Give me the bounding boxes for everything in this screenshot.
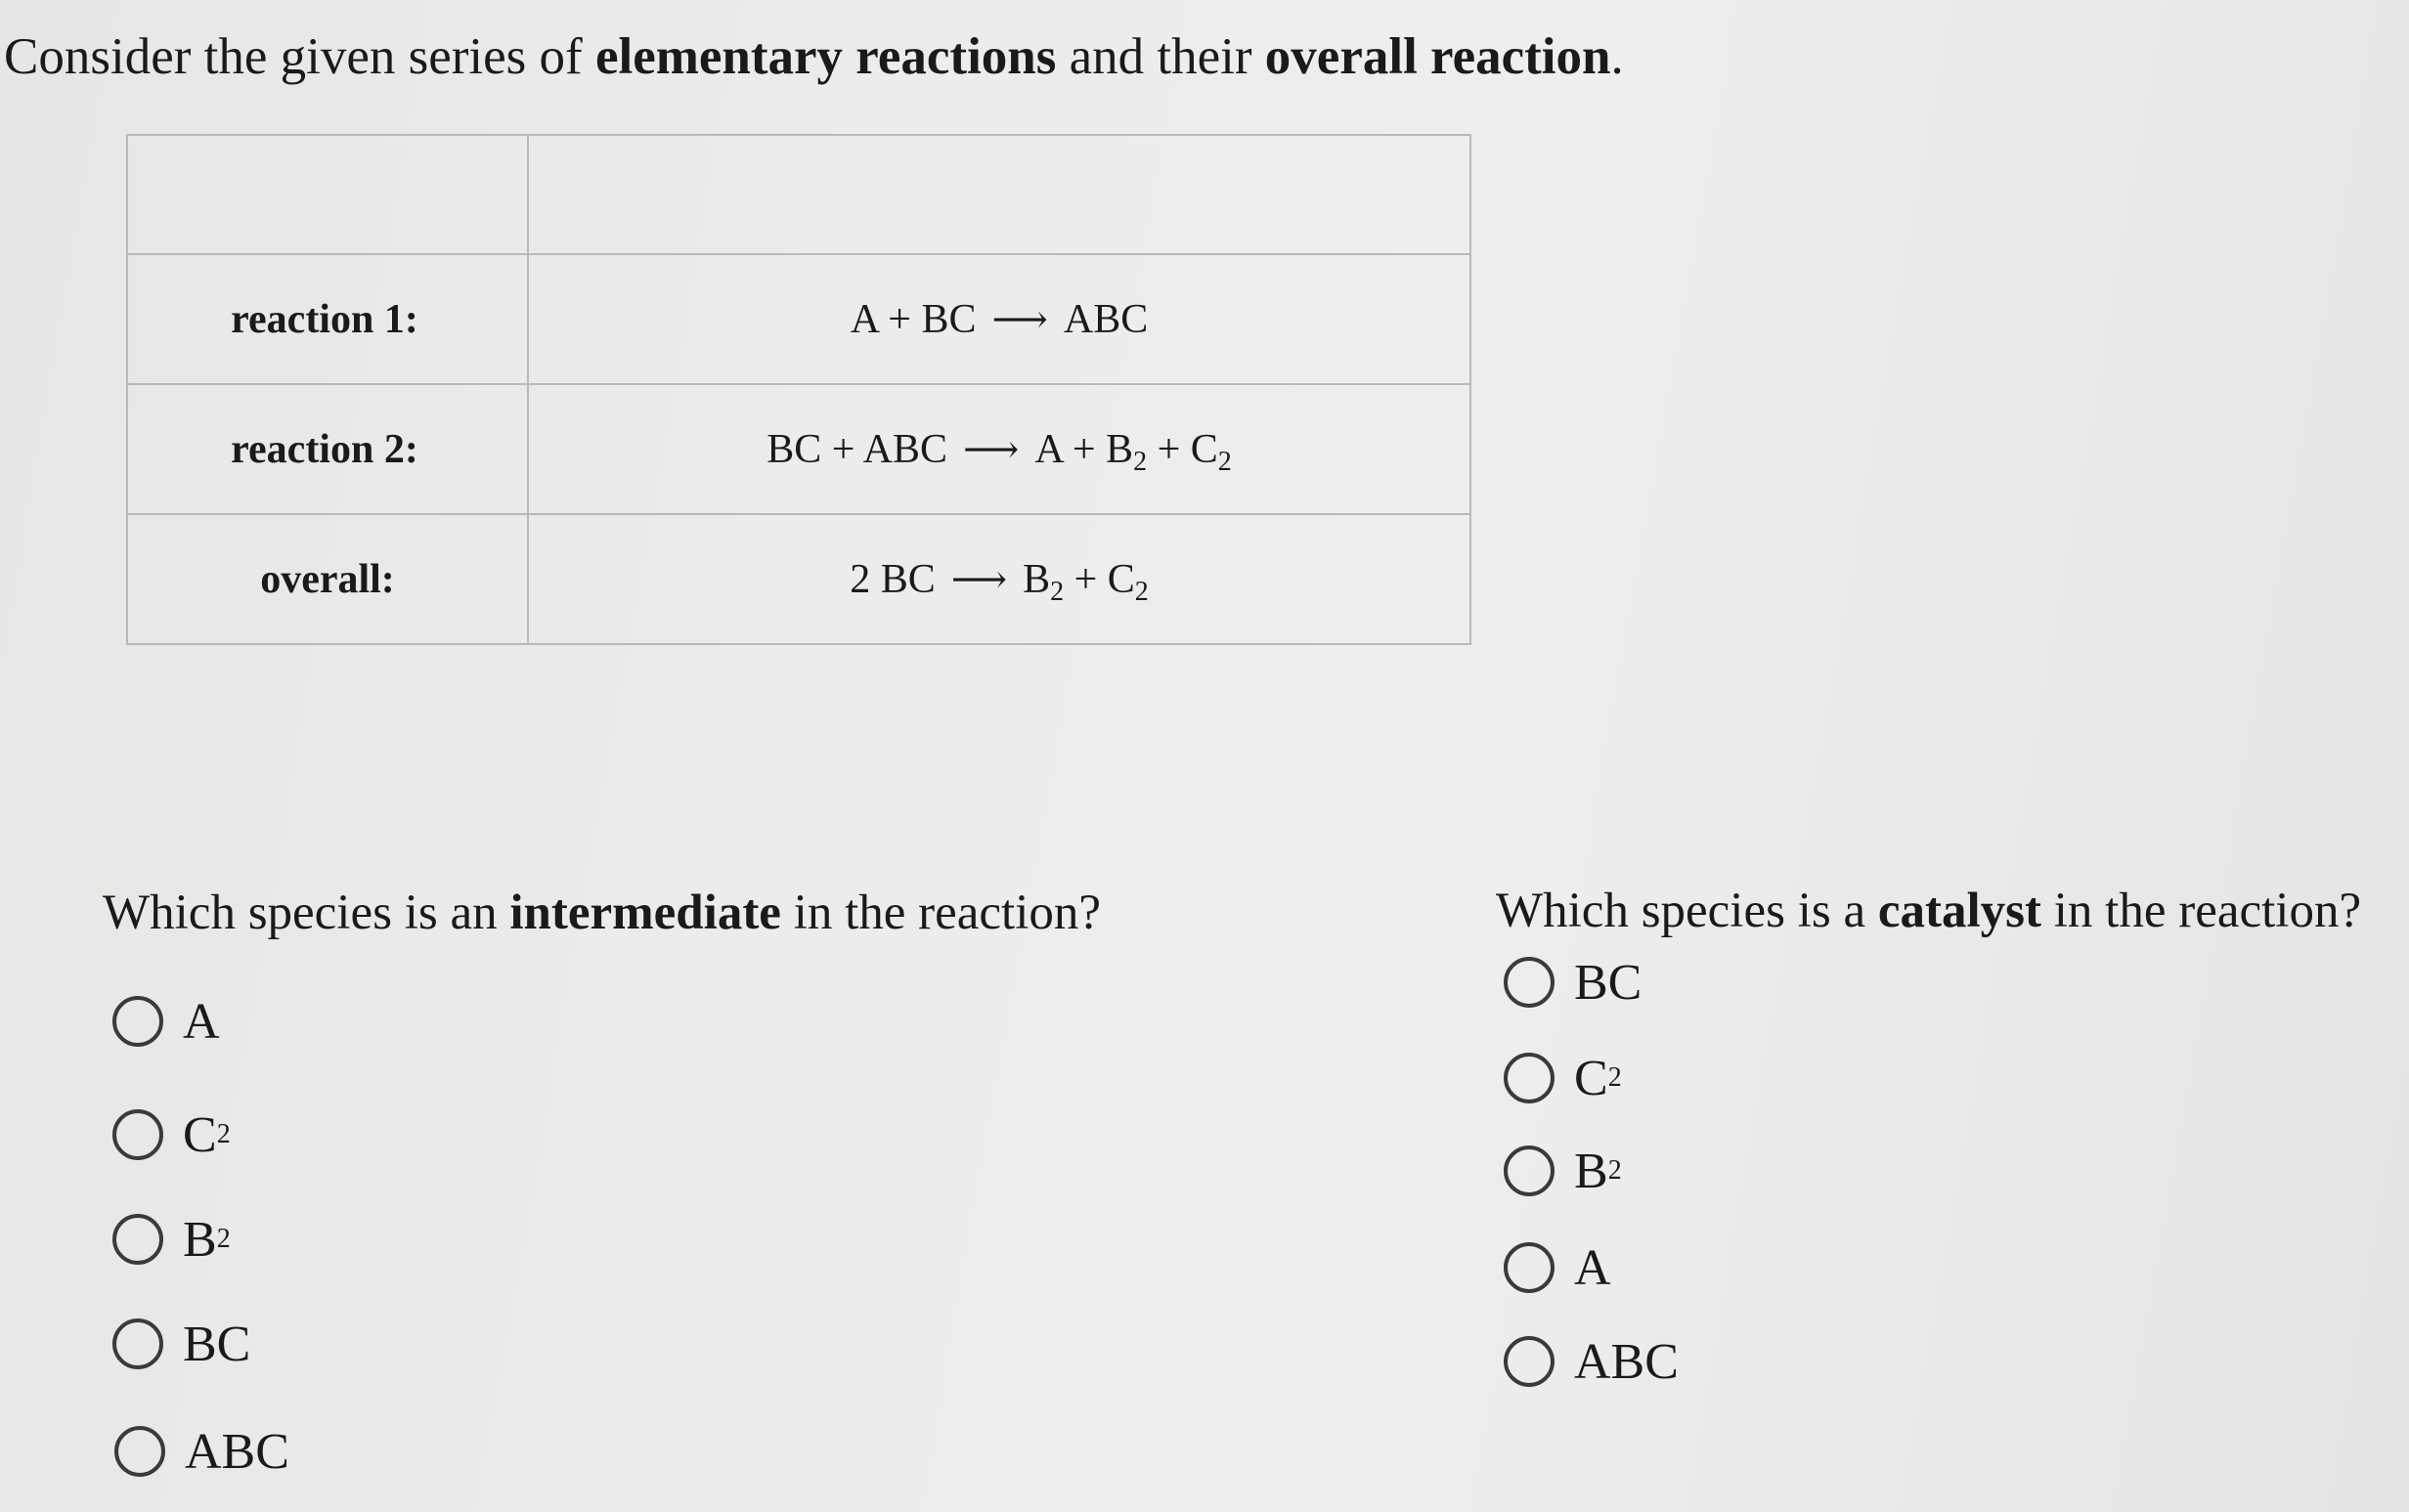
radio-button-icon[interactable] <box>1504 1336 1555 1387</box>
table-header-row <box>127 135 1470 254</box>
arrow-icon: ⟶ <box>963 426 1020 471</box>
header-cell-label <box>127 135 528 254</box>
arrow-icon: ⟶ <box>991 296 1048 341</box>
catalyst-option-c2[interactable]: C 2 <box>1504 1046 1622 1110</box>
prompt-bold-overall: overall reaction <box>1264 28 1611 85</box>
table-row-overall <box>127 514 1470 644</box>
prompt-bold-elementary: elementary reactions <box>594 28 1057 85</box>
header-cell-equation <box>528 135 1470 254</box>
intermediate-option-a[interactable]: A <box>112 989 220 1054</box>
radio-button-icon[interactable] <box>1504 957 1555 1008</box>
row-label: reaction 1: <box>127 254 528 384</box>
intermediate-question: Which species is an intermediate in the reaction? <box>103 886 1102 940</box>
reaction-equation: A + BC ⟶ ABC <box>528 254 1470 384</box>
radio-button-icon[interactable] <box>112 996 163 1047</box>
catalyst-option-a[interactable]: A <box>1504 1235 1611 1300</box>
question-prompt <box>4 27 1624 86</box>
prompt-text-1: Consider the given series of <box>4 28 595 85</box>
reactions-table <box>126 134 1471 645</box>
catalyst-option-b2[interactable]: B 2 <box>1504 1139 1622 1203</box>
catalyst-option-abc[interactable]: ABC <box>1504 1329 1679 1394</box>
radio-button-icon[interactable] <box>112 1318 163 1369</box>
table-row-reaction-1 <box>127 254 1470 384</box>
catalyst-option-bc[interactable]: BC <box>1504 950 1642 1015</box>
intermediate-option-b2[interactable]: B 2 <box>112 1207 231 1272</box>
intermediate-bold: intermediate <box>509 886 781 940</box>
reaction-equation: BC + ABC ⟶ $A + B_2 + C_2$ <box>528 384 1470 514</box>
radio-button-icon[interactable] <box>1504 1145 1555 1196</box>
row-label: reaction 2: <box>127 384 528 514</box>
intermediate-option-abc[interactable]: ABC <box>114 1419 289 1484</box>
radio-button-icon[interactable] <box>112 1214 163 1265</box>
radio-button-icon[interactable] <box>1504 1242 1555 1293</box>
prompt-text-2: and their <box>1056 28 1265 85</box>
row-label: overall: <box>127 514 528 644</box>
catalyst-question: Which species is a catalyst in the reaction? <box>1496 884 2362 938</box>
radio-button-icon[interactable] <box>1504 1053 1555 1103</box>
intermediate-option-c2[interactable]: C 2 <box>112 1102 231 1167</box>
catalyst-bold: catalyst <box>1877 884 2041 938</box>
reaction-equation: 2 BC ⟶ $B_2 + C_2$ <box>528 514 1470 644</box>
prompt-text-3: . <box>1610 28 1624 85</box>
table-row-reaction-2 <box>127 384 1470 514</box>
radio-button-icon[interactable] <box>114 1426 165 1477</box>
radio-button-icon[interactable] <box>112 1109 163 1160</box>
arrow-icon: ⟶ <box>950 556 1008 601</box>
intermediate-option-bc[interactable]: BC <box>112 1312 250 1376</box>
